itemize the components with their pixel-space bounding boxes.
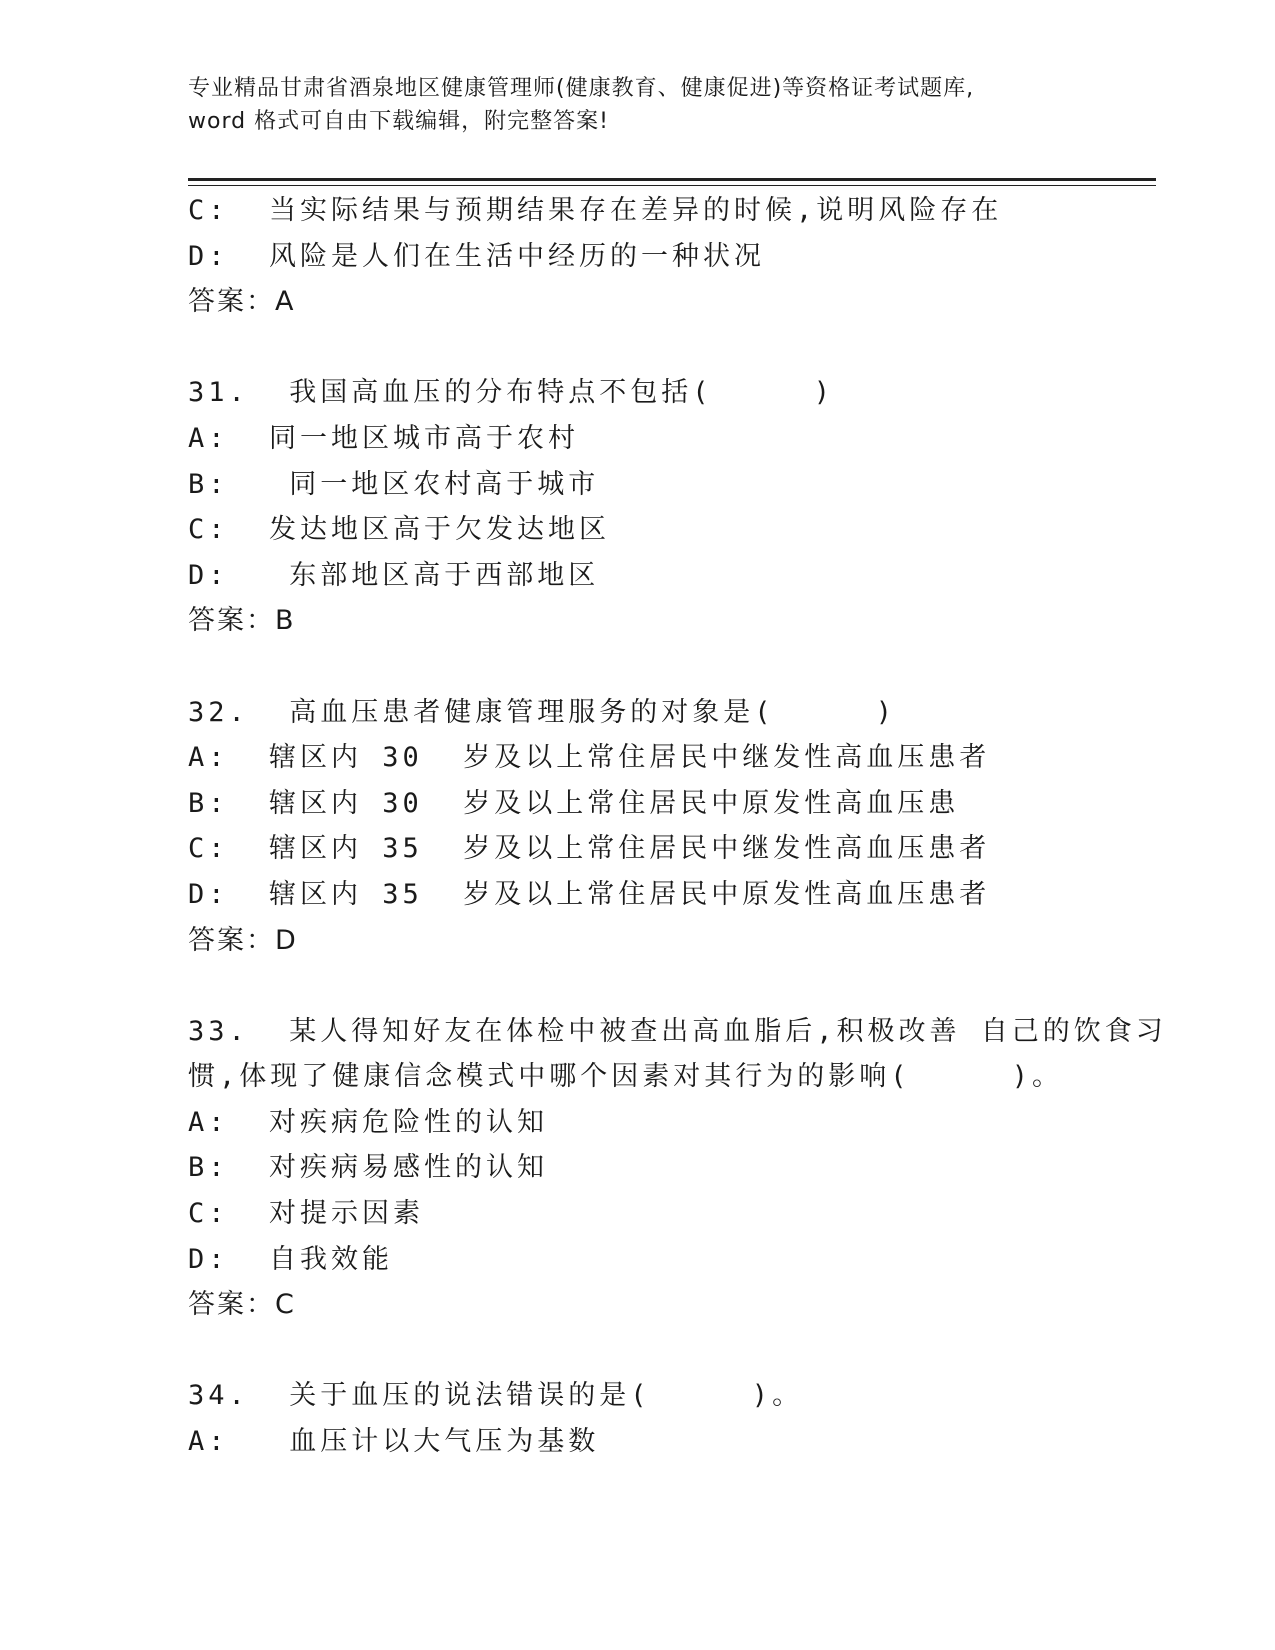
- header-line-2: word 格式可自由下载编辑，附完整答案!: [188, 109, 609, 134]
- option-c: C: 辖区内 35 岁及以上常住居民中继发性高血压患者: [188, 833, 991, 865]
- option-a: A: 辖区内 30 岁及以上常住居民中继发性高血压患者: [188, 742, 991, 774]
- question-31: [188, 370, 1156, 644]
- option-d: D: 辖区内 35 岁及以上常住居民中原发性高血压患者: [188, 878, 991, 910]
- answer-line: 答案：B: [188, 605, 296, 637]
- document-header: [188, 72, 1088, 138]
- option-c: C: 对提示因素: [188, 1198, 425, 1230]
- answer-line: 答案：C: [188, 1289, 296, 1321]
- answer-line: 答案：D: [188, 924, 298, 956]
- option-a: A: 血压计以大气压为基数: [188, 1426, 600, 1458]
- option-c: C: 当实际结果与预期结果存在差异的时候,说明风险存在: [188, 195, 1003, 226]
- option-d: D: 风险是人们在生活中经历的一种状况: [188, 240, 766, 272]
- question-stem-continued: 惯,体现了健康信念模式中哪个因素对其行为的影响( )。: [188, 1061, 1064, 1093]
- answer-line: 答案：A: [188, 286, 296, 318]
- question-34: [188, 1373, 1156, 1464]
- question-32: [188, 690, 1156, 964]
- option-b: B: 对疾病易感性的认知: [188, 1152, 549, 1184]
- option-a: A: 对疾病危险性的认知: [188, 1106, 549, 1138]
- option-c: C: 发达地区高于欠发达地区: [188, 514, 611, 546]
- question-content: [188, 188, 1167, 1465]
- option-d: D: 自我效能: [188, 1243, 394, 1275]
- question-stem: 33. 某人得知好友在体检中被查出高血脂后,积极改善 自己的饮食习: [188, 1015, 1167, 1047]
- option-d: D: 东部地区高于西部地区: [188, 559, 600, 591]
- header-line-1: 专业精品甘肃省酒泉地区健康管理师(健康教育、健康促进)等资格证考试题库,: [188, 76, 975, 101]
- question-stem: 31. 我国高血压的分布特点不包括( ): [188, 377, 835, 409]
- question-33: [188, 1009, 1167, 1328]
- option-a: A: 同一地区城市高于农村: [188, 422, 580, 454]
- question-stem: 32. 高血压患者健康管理服务的对象是( ): [188, 696, 897, 728]
- header-rule-thick: [188, 178, 1156, 181]
- option-b: B: 同一地区农村高于城市: [188, 468, 600, 500]
- question-stem: 34. 关于血压的说法错误的是( )。: [188, 1380, 804, 1412]
- option-b: B: 辖区内 30 岁及以上常住居民中原发性高血压患: [188, 787, 960, 819]
- header-rule-thin: [188, 185, 1156, 186]
